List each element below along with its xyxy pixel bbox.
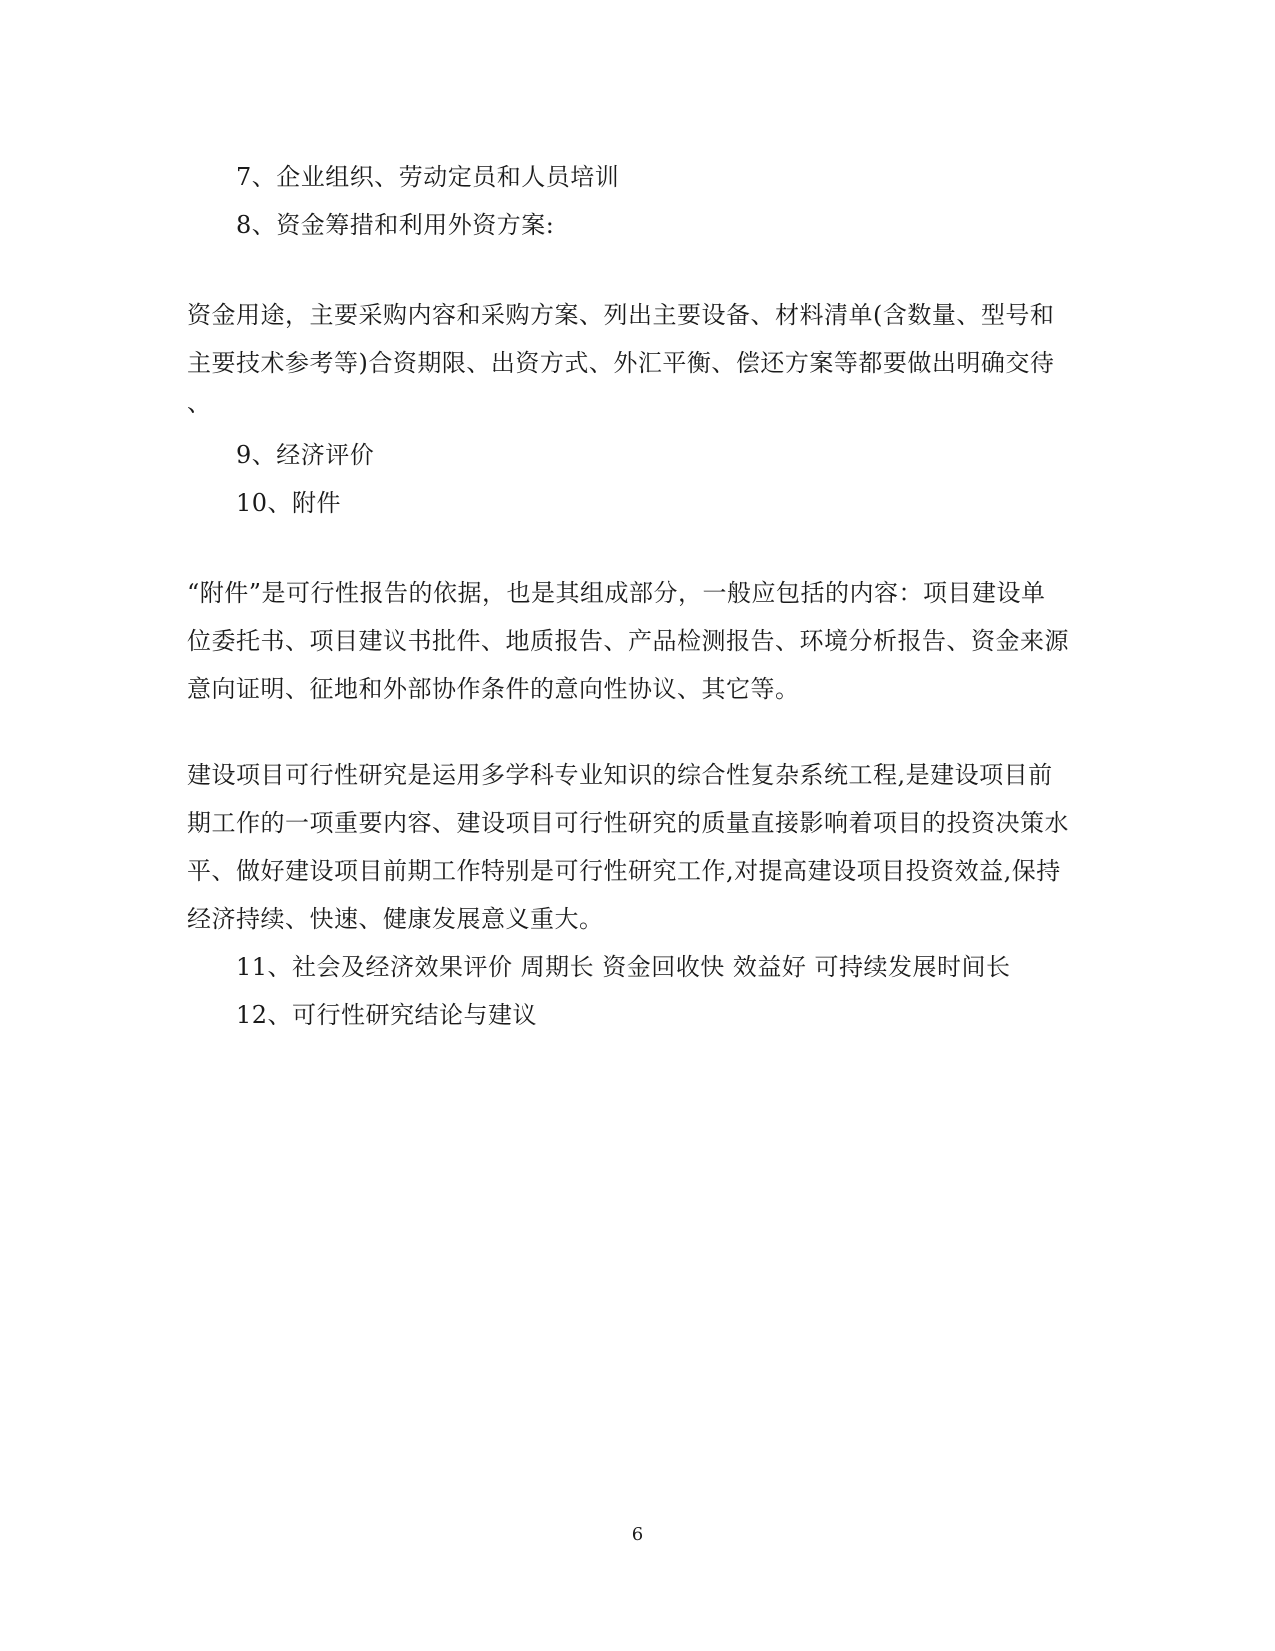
page-number: 6 <box>631 1524 644 1545</box>
study-line-3: 平、做好建设项目前期工作特别是可行性研究工作,对提高建设项目投资效益,保持 <box>187 857 1061 885</box>
funds-line-1: 资金用途，主要采购内容和采购方案、列出主要设备、材料清单(含数量、型号和 <box>187 301 1055 329</box>
item-7-heading: 7、企业组织、劳动定员和人员培训 <box>236 163 620 191</box>
funds-line-3: 、 <box>187 389 212 417</box>
study-line-2: 期工作的一项重要内容、建设项目可行性研究的质量直接影响着项目的投资决策水 <box>187 809 1069 837</box>
item-11-heading: 11、社会及经济效果评价 周期长 资金回收快 效益好 可持续发展时间长 <box>236 953 1011 981</box>
funds-line-2: 主要技术参考等)合资期限、出资方式、外汇平衡、偿还方案等都要做出明确交待 <box>187 349 1055 377</box>
attachments-line-3: 意向证明、征地和外部协作条件的意向性协议、其它等。 <box>187 675 800 703</box>
item-10-heading: 10、附件 <box>236 489 342 517</box>
study-line-4: 经济持续、快速、健康发展意义重大。 <box>187 905 604 933</box>
item-8-heading: 8、资金筹措和利用外资方案: <box>236 211 555 239</box>
study-line-1: 建设项目可行性研究是运用多学科专业知识的综合性复杂系统工程,是建设项目前 <box>187 761 1053 789</box>
item-12-heading: 12、可行性研究结论与建议 <box>236 1001 538 1029</box>
item-9-heading: 9、经济评价 <box>236 441 375 469</box>
attachments-line-1: “附件”是可行性报告的依据，也是其组成部分，一般应包括的内容：项目建设单 <box>187 579 1046 607</box>
attachments-line-2: 位委托书、项目建议书批件、地质报告、产品检测报告、环境分析报告、资金来源 <box>187 627 1069 655</box>
